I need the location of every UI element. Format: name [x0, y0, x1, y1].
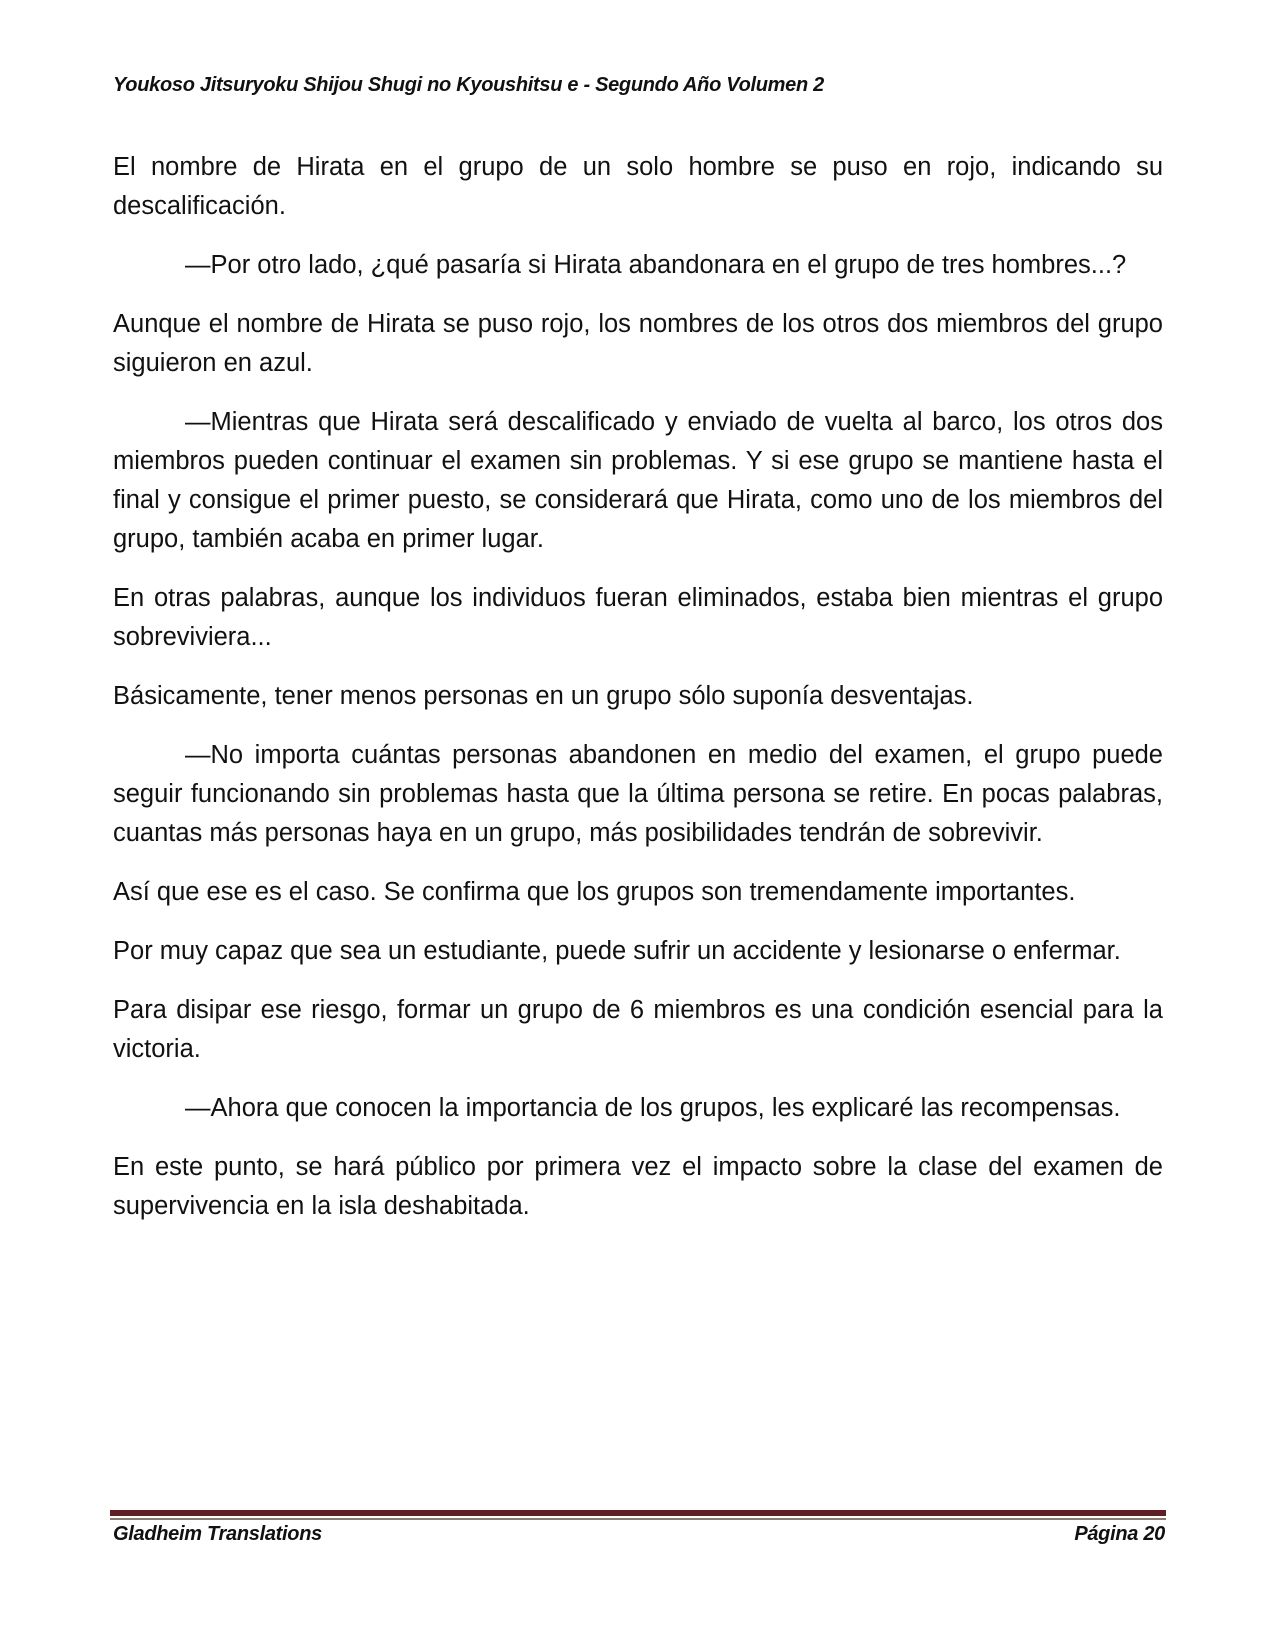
- footer-credit: Gladheim Translations: [113, 1523, 322, 1545]
- footer-divider: [110, 1510, 1166, 1520]
- footer-divider-thick: [110, 1510, 1166, 1516]
- paragraph: —No importa cuántas personas abandonen en medio del examen, el grupo puede seguir funcionando sin problemas hasta que la última persona se retire. En pocas palabras, cuantas más personas haya en un grupo, más posibilidades tendrán de sobrevivir.: [113, 741, 1163, 847]
- footer-divider-thin: [110, 1518, 1166, 1520]
- paragraph: —Por otro lado, ¿qué pasaría si Hirata abandonara en el grupo de tres hombres...?: [185, 251, 1127, 279]
- running-header: Youkoso Jitsuryoku Shijou Shugi no Kyoushitsu e - Segundo Año Volumen 2: [113, 74, 824, 96]
- paragraph: —Ahora que conocen la importancia de los grupos, les explicaré las recompensas.: [185, 1094, 1121, 1122]
- paragraph: El nombre de Hirata en el grupo de un solo hombre se puso en rojo, indicando su descalificación.: [113, 153, 1163, 220]
- paragraph: En otras palabras, aunque los individuos fueran eliminados, estaba bien mientras el grupo sobreviviera...: [113, 584, 1163, 651]
- page-number: Página 20: [1074, 1523, 1165, 1545]
- paragraph: Aunque el nombre de Hirata se puso rojo, los nombres de los otros dos miembros del grupo siguieron en azul.: [113, 310, 1163, 377]
- paragraph: Por muy capaz que sea un estudiante, puede sufrir un accidente y lesionarse o enfermar.: [113, 937, 1121, 965]
- paragraph: Básicamente, tener menos personas en un grupo sólo suponía desventajas.: [113, 682, 974, 710]
- paragraph: —Mientras que Hirata será descalificado y enviado de vuelta al barco, los otros dos miembros pueden continuar el examen sin problemas. Y si ese grupo se mantiene hasta el final y consigue el primer puesto, se considerará que Hirata, como uno de los miembros del grupo, también acaba en primer lugar.: [113, 408, 1163, 553]
- page-body: [113, 148, 1163, 1246]
- paragraph: Así que ese es el caso. Se confirma que los grupos son tremendamente importantes.: [113, 878, 1076, 906]
- paragraph: En este punto, se hará público por primera vez el impacto sobre la clase del examen de supervivencia en la isla deshabitada.: [113, 1153, 1163, 1220]
- paragraph: Para disipar ese riesgo, formar un grupo de 6 miembros es una condición esencial para la victoria.: [113, 996, 1163, 1063]
